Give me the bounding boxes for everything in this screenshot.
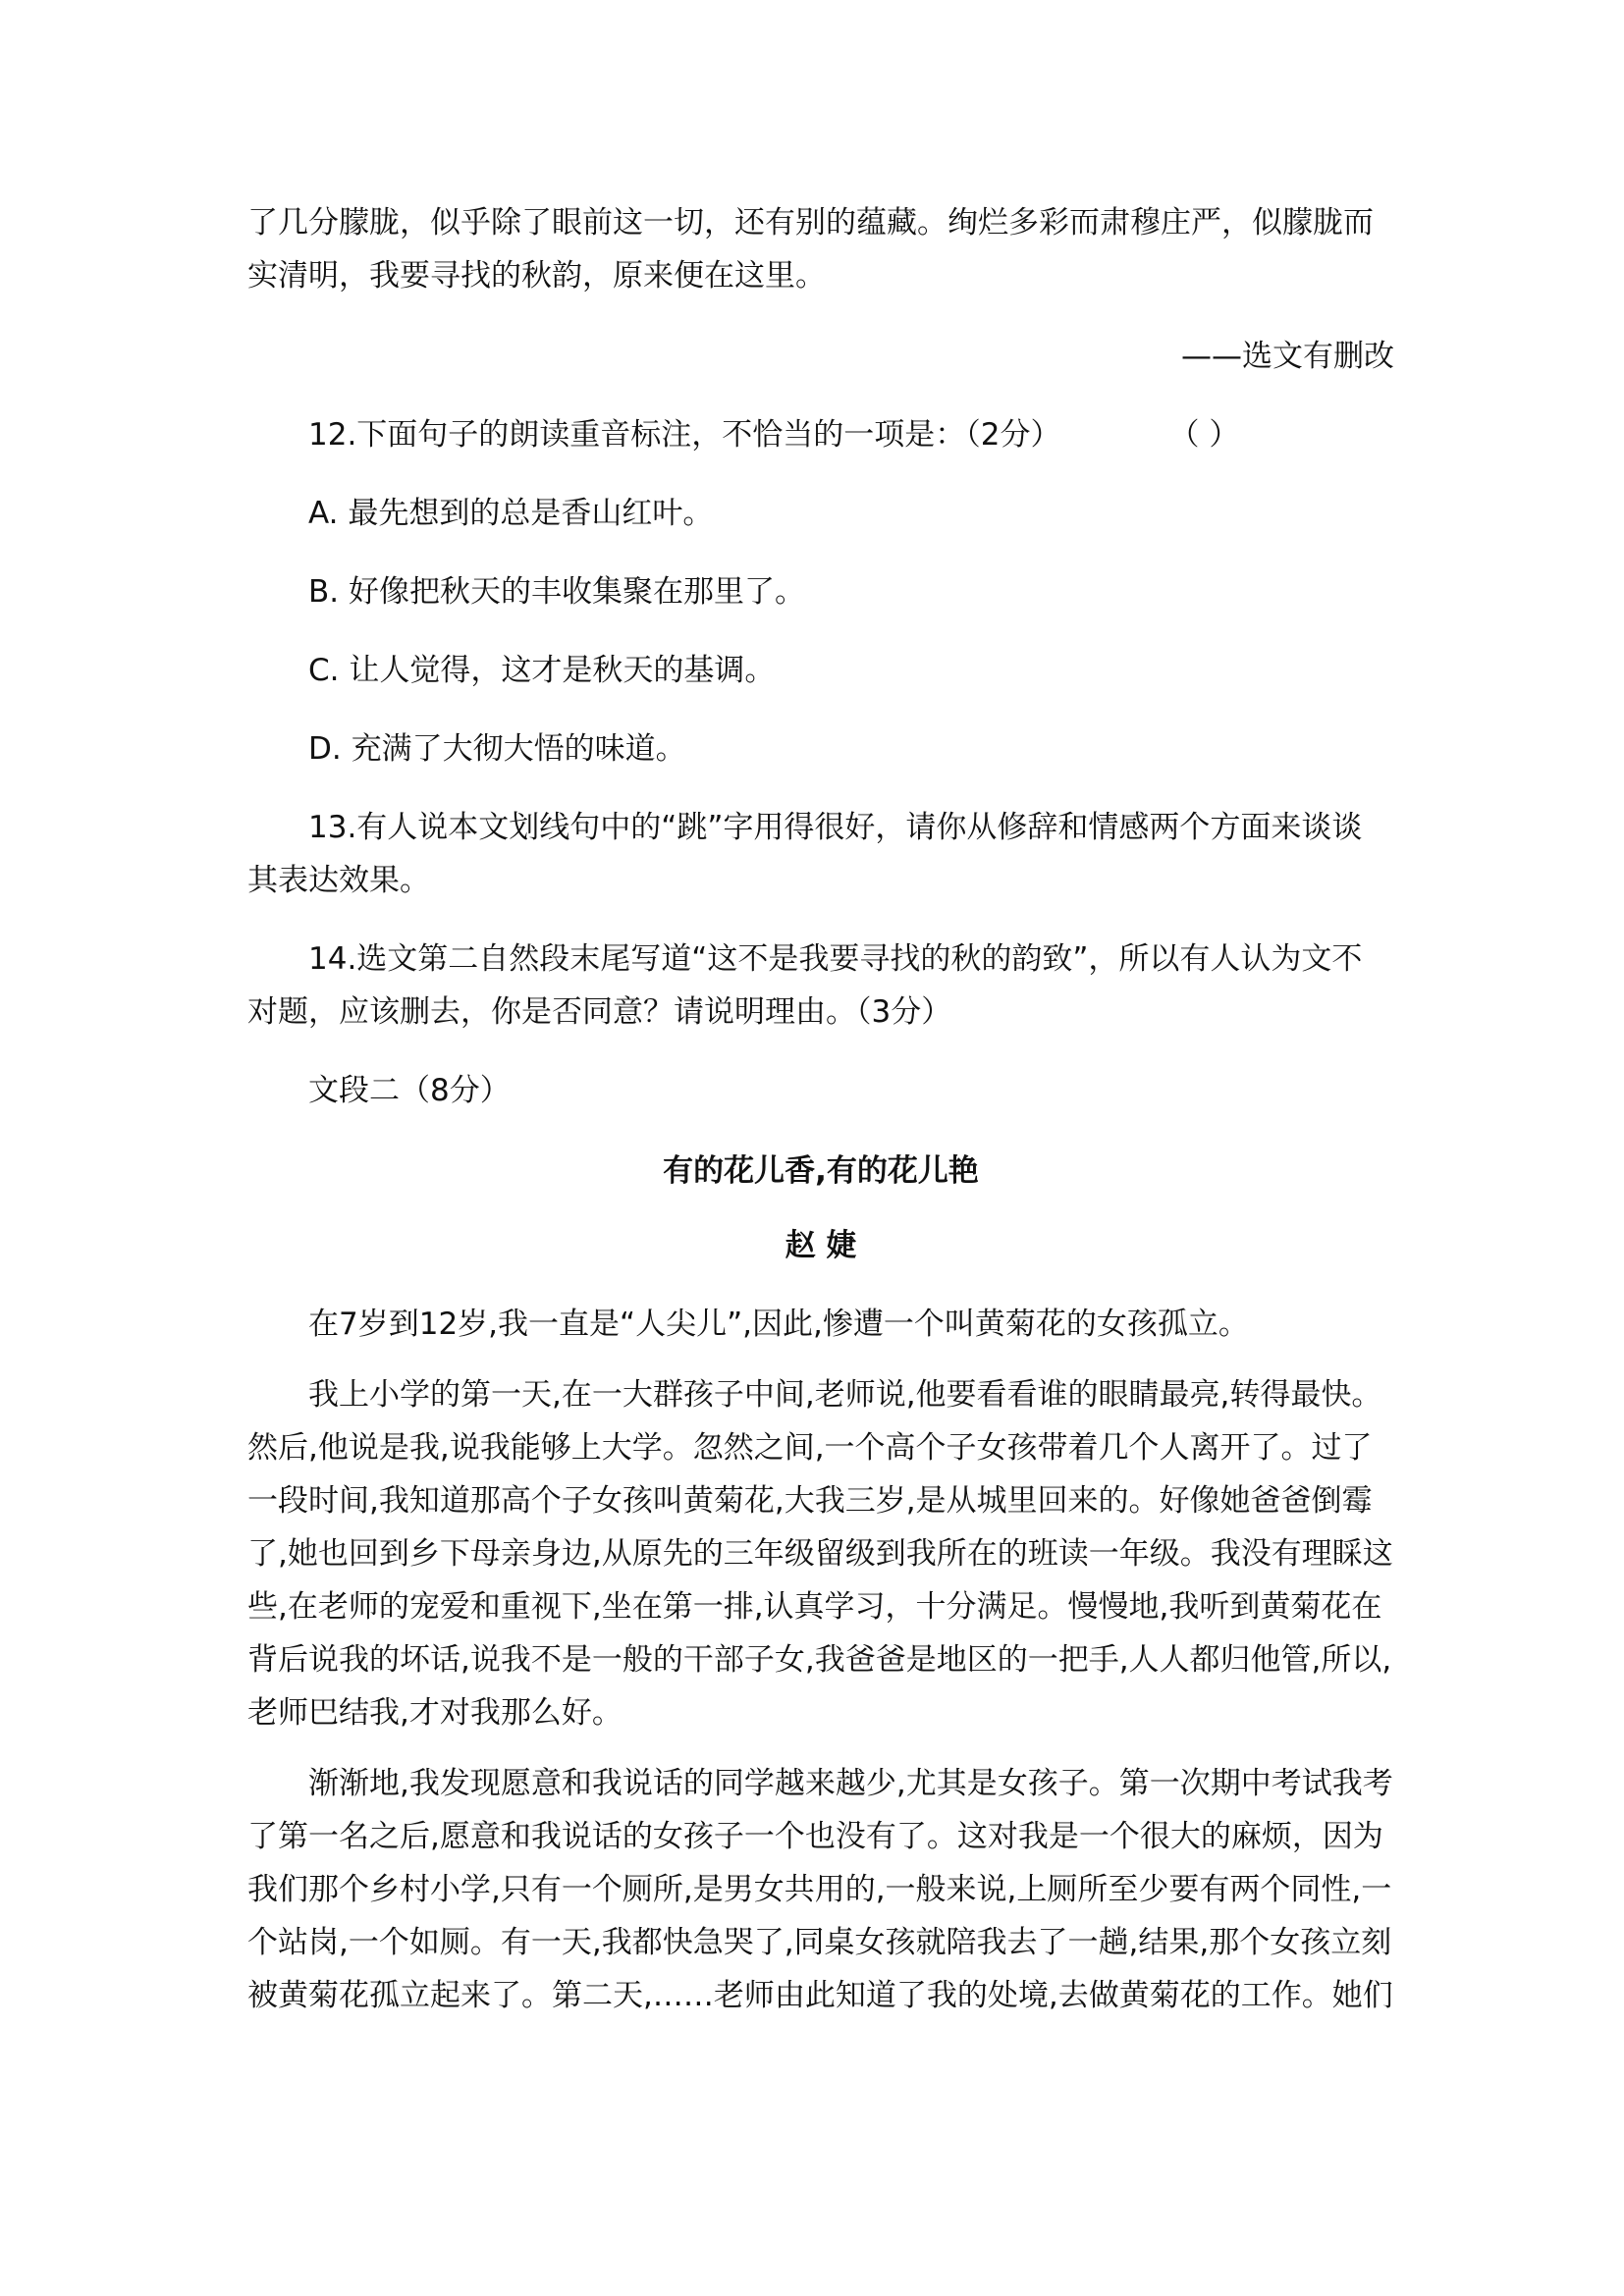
question-12-text: 12.下面句子的朗读重音标注，不恰当的一项是：（2分） <box>308 417 1061 453</box>
text-line: 被黄菊花孤立起来了。第二天,……老师由此知道了我的处境,去做黄菊花的工作。她们 <box>247 1978 1393 2013</box>
article-title: 有的花儿香,有的花儿艳 <box>663 1153 979 1189</box>
option-c: C. 让人觉得，这才是秋天的基调。 <box>308 653 776 688</box>
text-line: 老师巴结我,才对我那么好。 <box>247 1695 623 1731</box>
passage1-tail <box>247 196 1394 302</box>
option-b: B. 好像把秋天的丰收集聚在那里了。 <box>308 574 805 610</box>
text-line: 了,她也回到乡下母亲身边,从原先的三年级留级到我所在的班读一年级。我没有理睬这 <box>247 1536 1393 1572</box>
text-line: 我们那个乡村小学,只有一个厕所,是男女共用的,一般来说,上厕所至少要有两个同性,一 <box>247 1872 1392 1907</box>
text-line: 了几分朦胧，似乎除了眼前这一切，还有别的蕴藏。绚烂多彩而肃穆庄严，似朦胧而 <box>247 205 1374 240</box>
question-12 <box>247 408 1394 461</box>
text-line: 个站岗,一个如厕。有一天,我都快急哭了,同桌女孩就陪我去了一趟,结果,那个女孩立刻 <box>247 1925 1392 1960</box>
text-line: 些,在老师的宠爱和重视下,坐在第一排,认真学习，十分满足。慢慢地,我听到黄菊花在 <box>247 1589 1382 1625</box>
article-paragraph-1: 在7岁到12岁,我一直是“人尖儿”,因此,惨遭一个叫黄菊花的女孩孤立。 <box>308 1307 1249 1342</box>
text-line: 一段时间,我知道那高个子女孩叫黄菊花,大我三岁,是从城里回来的。好像她爸爸倒霉 <box>247 1483 1373 1519</box>
option-d: D. 充满了大彻大悟的味道。 <box>308 731 686 767</box>
article-paragraph-3 <box>247 1757 1394 2022</box>
text-line: 背后说我的坏话,说我不是一般的干部子女,我爸爸是地区的一把手,人人都归他管,所以, <box>247 1642 1392 1678</box>
section2-label: 文段二（8分） <box>308 1073 511 1108</box>
text-line: 渐渐地,我发现愿意和我说话的同学越来越少,尤其是女孩子。第一次期中考试我考 <box>308 1766 1393 1801</box>
text-line: 实清明，我要寻找的秋韵，原来便在这里。 <box>247 258 826 294</box>
answer-blank: （ ） <box>1168 417 1240 453</box>
text-line: 14.选文第二自然段末尾写道“这不是我要寻找的秋的韵致”，所以有人认为文不 <box>308 941 1363 977</box>
question-13 <box>247 801 1394 907</box>
question-14 <box>247 933 1394 1039</box>
text-line: 其表达效果。 <box>247 863 430 898</box>
option-a: A. 最先想到的总是香山红叶。 <box>308 496 714 531</box>
attribution: ——选文有删改 <box>1181 339 1394 374</box>
text-line: 13.有人说本文划线句中的“跳”字用得很好，请你从修辞和情感两个方面来谈谈 <box>308 810 1363 845</box>
article-paragraph-2 <box>247 1368 1394 1739</box>
text-line: 然后,他说是我,说我能够上大学。忽然之间,一个高个子女孩带着几个人离开了。过了 <box>247 1430 1373 1466</box>
article-author: 赵 婕 <box>785 1228 857 1263</box>
text-line: 了第一名之后,愿意和我说话的女孩子一个也没有了。这对我是一个很大的麻烦，因为 <box>247 1819 1383 1854</box>
document-page <box>247 196 1394 2022</box>
text-line: 我上小学的第一天,在一大群孩子中间,老师说,他要看看谁的眼睛最亮,转得最快。 <box>308 1377 1382 1413</box>
text-line: 对题，应该删去，你是否同意？请说明理由。（3分） <box>247 994 952 1030</box>
